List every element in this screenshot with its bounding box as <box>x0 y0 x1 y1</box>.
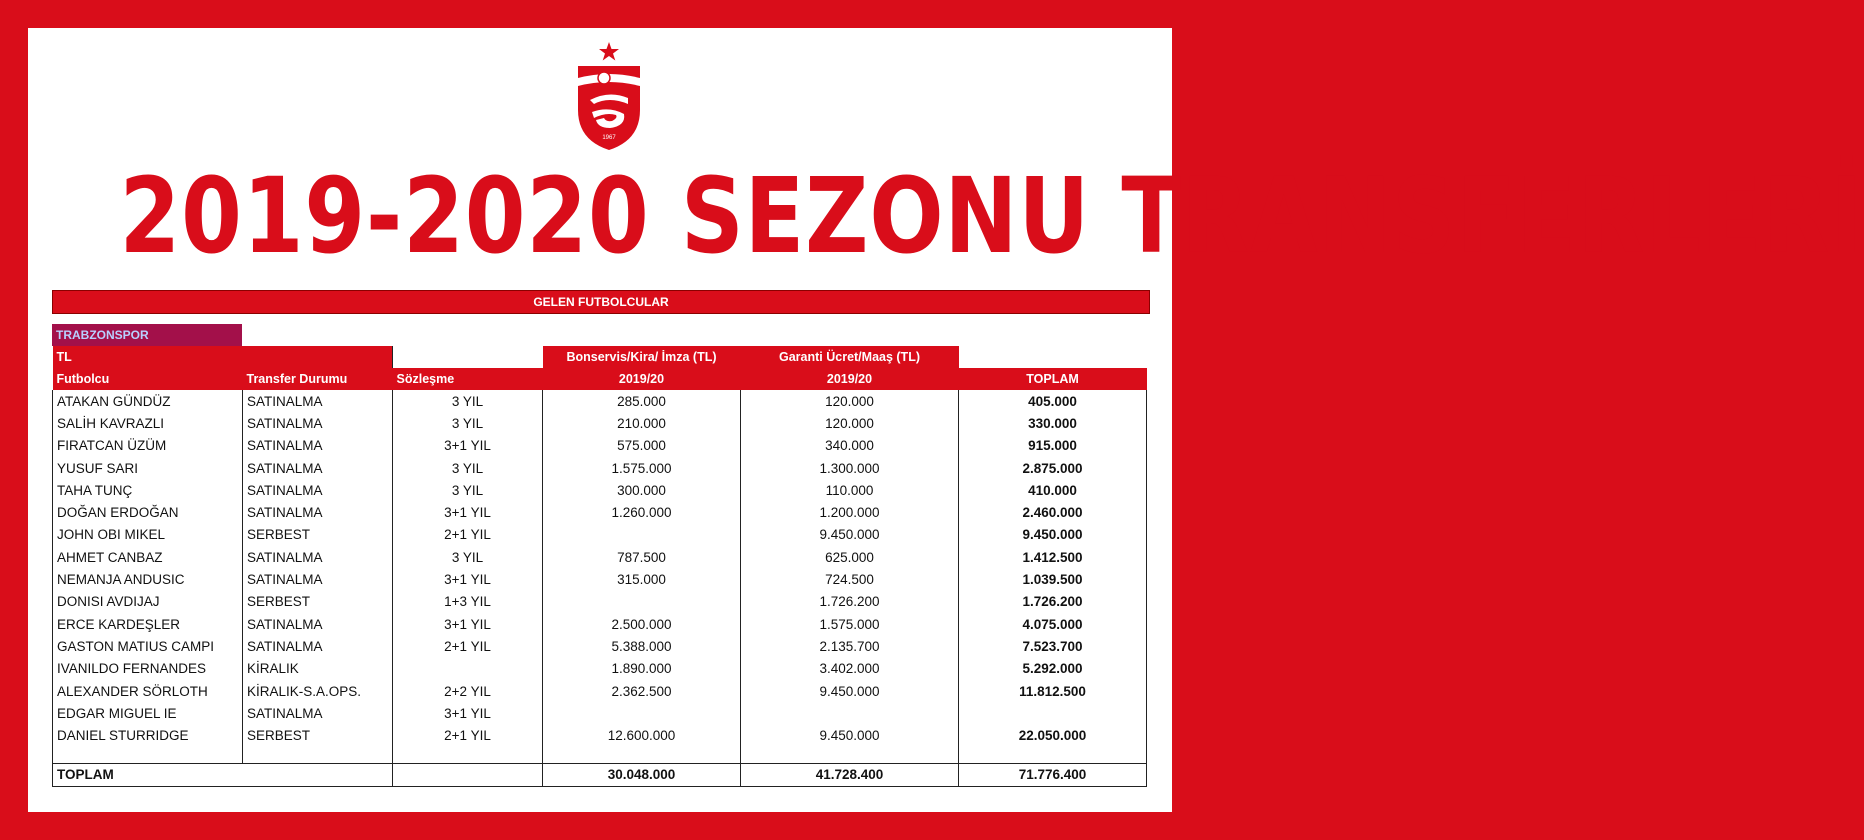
table-row <box>53 435 1147 457</box>
table-row <box>53 390 1147 412</box>
table-row <box>53 524 1147 546</box>
player-cell: ERCE KARDEŞLER <box>53 613 243 635</box>
fee-cell: 210.000 <box>543 412 741 434</box>
transfer-cell: KİRALIK <box>243 658 393 680</box>
player-cell: DOĞAN ERDOĞAN <box>53 501 243 523</box>
page-title: 2019-2020 SEZONU TRANSFERLERİ <box>119 155 1864 277</box>
player-cell: FIRATCAN ÜZÜM <box>53 435 243 457</box>
club-label: TRABZONSPOR <box>52 324 242 346</box>
salary-cell: 2.135.700 <box>741 635 959 657</box>
transfer-cell: SERBEST <box>243 524 393 546</box>
contract-cell: 3 YIL <box>393 457 543 479</box>
player-cell: SALİH KAVRAZLI <box>53 412 243 434</box>
fee-cell: 2.362.500 <box>543 680 741 702</box>
table-row <box>53 658 1147 680</box>
currency-label: TL <box>53 346 393 368</box>
table-body <box>53 390 1147 747</box>
player-cell: AHMET CANBAZ <box>53 546 243 568</box>
fee-cell: 315.000 <box>543 568 741 590</box>
transfer-cell: SATINALMA <box>243 412 393 434</box>
fee-cell: 12.600.000 <box>543 724 741 746</box>
contract-cell: 1+3 YIL <box>393 591 543 613</box>
transfer-cell: SATINALMA <box>243 635 393 657</box>
total-cell: 22.050.000 <box>959 724 1147 746</box>
salary-cell: 9.450.000 <box>741 724 959 746</box>
salary-cell: 120.000 <box>741 390 959 412</box>
fee-cell: 1.890.000 <box>543 658 741 680</box>
player-column-header: Futbolcu <box>53 368 243 390</box>
transfer-cell: SATINALMA <box>243 702 393 724</box>
fee-cell <box>543 524 741 546</box>
total-column-header: TOPLAM <box>959 368 1147 390</box>
table-row <box>53 613 1147 635</box>
player-cell: ALEXANDER SÖRLOTH <box>53 680 243 702</box>
salary-cell <box>741 702 959 724</box>
fee-cell <box>543 591 741 613</box>
total-cell: 11.812.500 <box>959 680 1147 702</box>
total-cell: 1.726.200 <box>959 591 1147 613</box>
salary-group-header: Garanti Ücret/Maaş (TL) <box>741 346 959 368</box>
total-cell <box>959 702 1147 724</box>
table-row <box>53 724 1147 746</box>
total-cell: 7.523.700 <box>959 635 1147 657</box>
salary-cell: 625.000 <box>741 546 959 568</box>
totals-fee: 30.048.000 <box>543 763 741 786</box>
salary-cell: 1.200.000 <box>741 501 959 523</box>
fee-group-header: Bonservis/Kira/ İmza (TL) <box>543 346 741 368</box>
player-cell: TAHA TUNÇ <box>53 479 243 501</box>
transfer-cell: KİRALIK-S.A.OPS. <box>243 680 393 702</box>
total-cell: 9.450.000 <box>959 524 1147 546</box>
contract-cell: 3+1 YIL <box>393 501 543 523</box>
total-cell: 2.460.000 <box>959 501 1147 523</box>
transfers-table <box>52 346 1147 787</box>
salary-cell: 3.402.000 <box>741 658 959 680</box>
fee-cell: 300.000 <box>543 479 741 501</box>
table-row <box>53 702 1147 724</box>
total-cell: 2.875.000 <box>959 457 1147 479</box>
document-frame <box>28 28 1864 812</box>
table-row <box>53 479 1147 501</box>
transfer-cell: SATINALMA <box>243 479 393 501</box>
fee-cell: 5.388.000 <box>543 635 741 657</box>
fee-cell: 1.575.000 <box>543 457 741 479</box>
contract-cell: 3+1 YIL <box>393 568 543 590</box>
transfer-cell: SATINALMA <box>243 613 393 635</box>
player-cell: YUSUF SARI <box>53 457 243 479</box>
contract-cell: 2+1 YIL <box>393 524 543 546</box>
section-header: GELEN FUTBOLCULAR <box>52 290 1150 314</box>
contract-cell: 3+1 YIL <box>393 702 543 724</box>
table-row <box>53 591 1147 613</box>
salary-season-header: 2019/20 <box>741 368 959 390</box>
fee-cell: 1.260.000 <box>543 501 741 523</box>
contract-cell: 3 YIL <box>393 412 543 434</box>
contract-cell: 2+1 YIL <box>393 724 543 746</box>
total-cell: 4.075.000 <box>959 613 1147 635</box>
transfer-column-header: Transfer Durumu <box>243 368 393 390</box>
salary-cell: 1.726.200 <box>741 591 959 613</box>
transfer-cell: SATINALMA <box>243 568 393 590</box>
salary-cell: 9.450.000 <box>741 680 959 702</box>
transfer-cell: SATINALMA <box>243 390 393 412</box>
total-cell: 410.000 <box>959 479 1147 501</box>
totals-salary: 41.728.400 <box>741 763 959 786</box>
logo-year: 1967 <box>602 135 616 141</box>
player-cell: NEMANJA ANDUSIC <box>53 568 243 590</box>
total-cell: 5.292.000 <box>959 658 1147 680</box>
transfer-cell: SATINALMA <box>243 435 393 457</box>
salary-cell: 724.500 <box>741 568 959 590</box>
table-row <box>53 568 1147 590</box>
table-row <box>53 412 1147 434</box>
transfer-cell: SATINALMA <box>243 457 393 479</box>
contract-cell: 3 YIL <box>393 546 543 568</box>
fee-cell <box>543 702 741 724</box>
player-cell: IVANILDO FERNANDES <box>53 658 243 680</box>
fee-cell: 285.000 <box>543 390 741 412</box>
salary-cell: 340.000 <box>741 435 959 457</box>
fee-cell: 787.500 <box>543 546 741 568</box>
table-row <box>53 680 1147 702</box>
transfer-cell: SATINALMA <box>243 546 393 568</box>
contract-cell <box>393 658 543 680</box>
transfer-cell: SATINALMA <box>243 501 393 523</box>
transfer-cell: SERBEST <box>243 591 393 613</box>
player-cell: EDGAR MIGUEL IE <box>53 702 243 724</box>
contract-column-header: Sözleşme <box>393 368 543 390</box>
table-row <box>53 457 1147 479</box>
contract-cell: 2+1 YIL <box>393 635 543 657</box>
contract-cell: 2+2 YIL <box>393 680 543 702</box>
transfer-cell: SERBEST <box>243 724 393 746</box>
table-row <box>53 635 1147 657</box>
player-cell: JOHN OBI MIKEL <box>53 524 243 546</box>
player-cell: ATAKAN GÜNDÜZ <box>53 390 243 412</box>
table-row <box>53 546 1147 568</box>
contract-cell: 3 YIL <box>393 479 543 501</box>
totals-label: TOPLAM <box>53 763 393 786</box>
contract-cell: 3+1 YIL <box>393 435 543 457</box>
totals-grand: 71.776.400 <box>959 763 1147 786</box>
salary-cell: 9.450.000 <box>741 524 959 546</box>
player-cell: DANIEL STURRIDGE <box>53 724 243 746</box>
salary-cell: 1.300.000 <box>741 457 959 479</box>
trabzonspor-crest-logo <box>574 40 644 150</box>
contract-cell: 3 YIL <box>393 390 543 412</box>
player-cell: GASTON MATIUS CAMPI <box>53 635 243 657</box>
salary-cell: 1.575.000 <box>741 613 959 635</box>
salary-cell: 120.000 <box>741 412 959 434</box>
table-row <box>53 501 1147 523</box>
fee-cell: 2.500.000 <box>543 613 741 635</box>
fee-cell: 575.000 <box>543 435 741 457</box>
totals-row <box>53 763 1147 786</box>
total-cell: 330.000 <box>959 412 1147 434</box>
player-cell: DONISI AVDIJAJ <box>53 591 243 613</box>
total-cell: 915.000 <box>959 435 1147 457</box>
contract-cell: 3+1 YIL <box>393 613 543 635</box>
total-cell: 1.039.500 <box>959 568 1147 590</box>
fee-season-header: 2019/20 <box>543 368 741 390</box>
total-cell: 1.412.500 <box>959 546 1147 568</box>
salary-cell: 110.000 <box>741 479 959 501</box>
total-cell: 405.000 <box>959 390 1147 412</box>
